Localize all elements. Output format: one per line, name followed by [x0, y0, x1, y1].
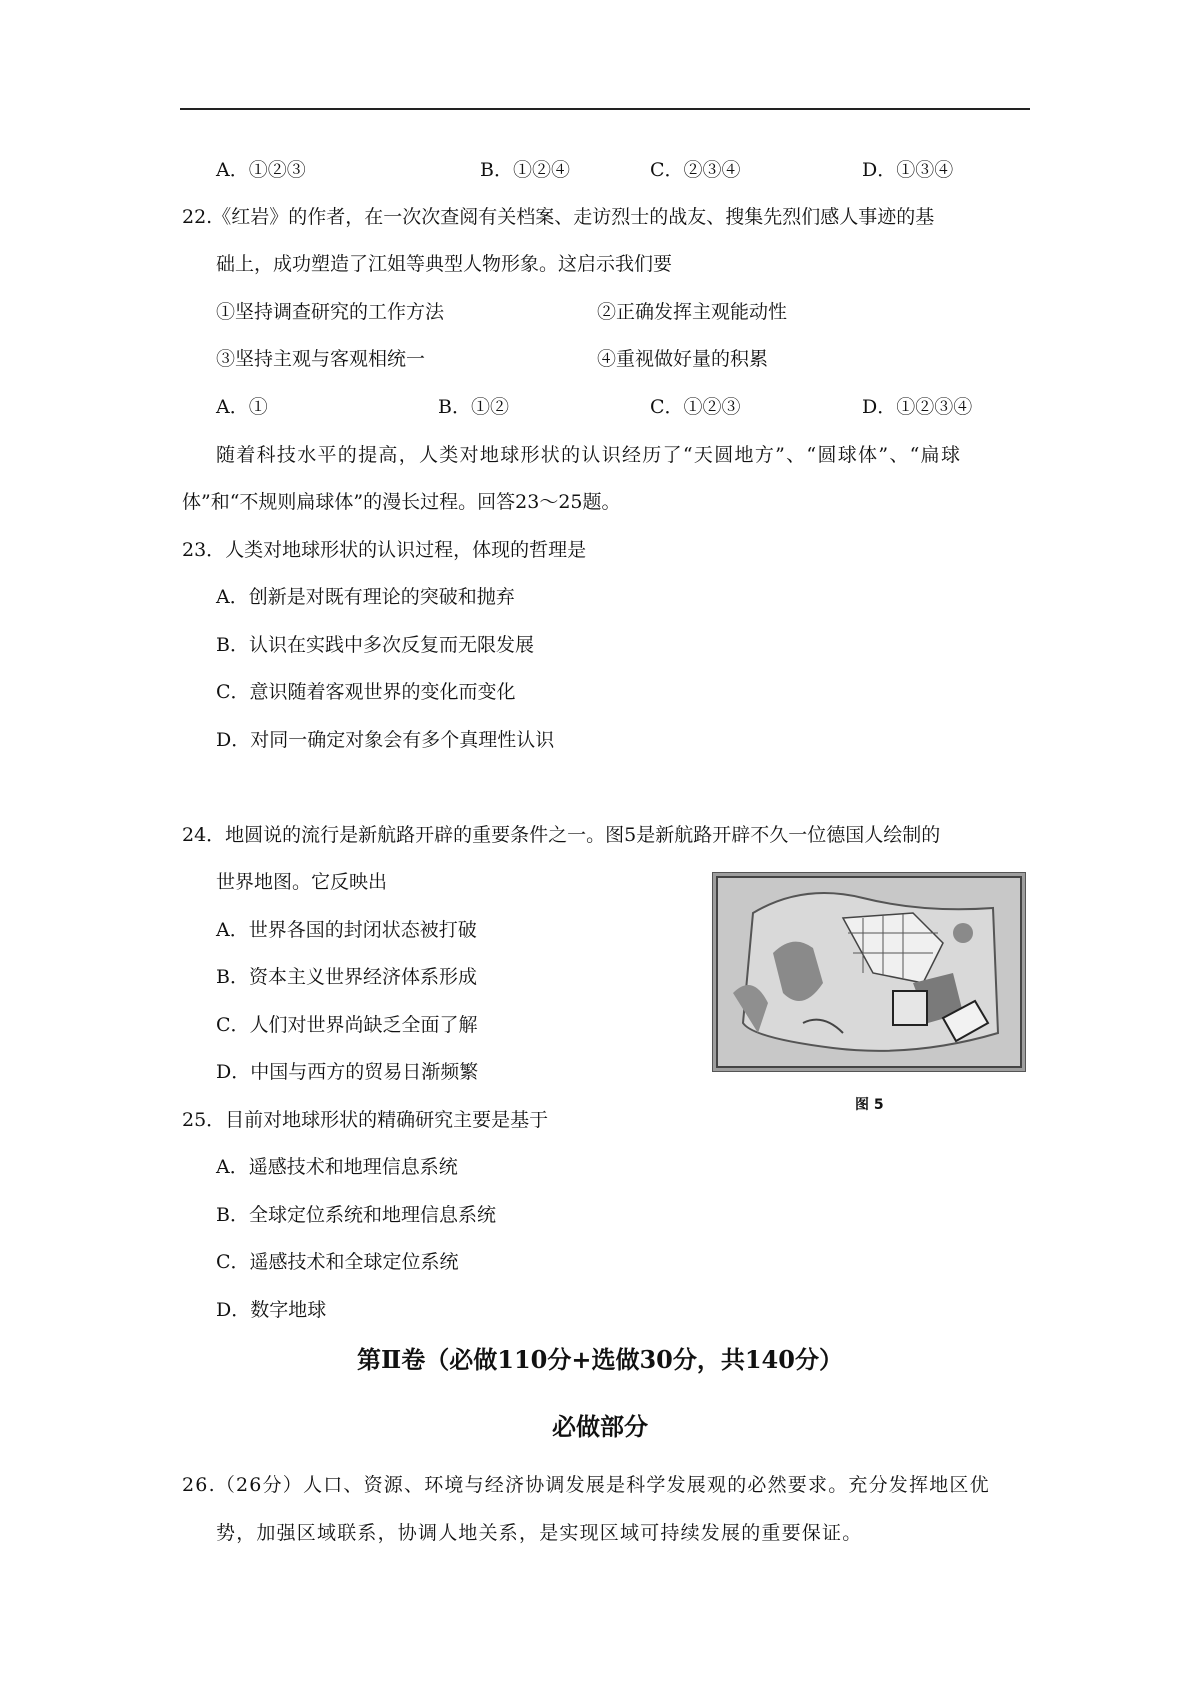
- passage-line1: 随着科技水平的提高，人类对地球形状的认识经历了“天圆地方”、“圆球体”、“扁球: [216, 444, 962, 466]
- q23-stem: 23．人类对地球形状的认识过程，体现的哲理是: [182, 539, 587, 561]
- header-rule: [180, 108, 1030, 110]
- q25-option-c: C．遥感技术和全球定位系统: [216, 1251, 459, 1273]
- q25-option-d: D．数字地球: [216, 1299, 327, 1321]
- q22-stem-line2: 础上，成功塑造了江姐等典型人物形象。这启示我们要: [216, 253, 673, 275]
- q21-option-a: A．①②③: [216, 159, 306, 181]
- q25-option-a: A．遥感技术和地理信息系统: [216, 1156, 458, 1178]
- q22-item-4: ④重视做好量的积累: [597, 348, 769, 370]
- q24-stem-line1: 24．地圆说的流行是新航路开辟的重要条件之一。图5是新航路开辟不久一位德国人绘制的: [182, 824, 941, 846]
- q22-option-a: A．①: [216, 396, 268, 418]
- q24-option-a: A．世界各国的封闭状态被打破: [216, 919, 477, 941]
- q22-item-3: ③坚持主观与客观相统一: [216, 348, 426, 370]
- q24-stem-line2: 世界地图。它反映出: [216, 871, 388, 893]
- q23-option-c: C．意识随着客观世界的变化而变化: [216, 681, 516, 703]
- q22-option-c: C．①②③: [650, 396, 741, 418]
- q22-option-d: D．①②③④: [862, 396, 973, 418]
- q21-option-c: C．②③④: [650, 159, 741, 181]
- q25-option-b: B．全球定位系统和地理信息系统: [216, 1204, 496, 1226]
- passage-line2: 体”和“不规则扁球体”的漫长过程。回答23～25题。: [182, 491, 621, 513]
- figure-caption: 图 5: [855, 1097, 884, 1113]
- q22-option-b: B．①②: [438, 396, 509, 418]
- q21-option-b: B．①②④: [480, 159, 570, 181]
- q23-option-a: A．创新是对既有理论的突破和抛弃: [216, 586, 515, 608]
- q26-stem-line1: 26.（26分）人口、资源、环境与经济协调发展是科学发展观的必然要求。充分发挥地区优: [182, 1474, 990, 1496]
- q22-item-2: ②正确发挥主观能动性: [597, 301, 788, 323]
- section-title: 第Ⅱ卷（必做110分+选做30分，共140分）: [357, 1345, 843, 1374]
- q25-stem: 25．目前对地球形状的精确研究主要是基于: [182, 1109, 549, 1131]
- q24-option-d: D．中国与西方的贸易日渐频繁: [216, 1061, 479, 1083]
- q24-option-c: C．人们对世界尚缺乏全面了解: [216, 1014, 478, 1036]
- q22-stem-line1: 22.《红岩》的作者，在一次次查阅有关档案、走访烈士的战友、搜集先烈们感人事迹的基: [182, 206, 935, 228]
- q21-option-d: D．①③④: [862, 159, 954, 181]
- q23-option-b: B．认识在实践中多次反复而无限发展: [216, 634, 534, 656]
- q23-option-d: D．对同一确定对象会有多个真理性认识: [216, 729, 555, 751]
- q22-item-1: ①坚持调查研究的工作方法: [216, 301, 445, 323]
- world-map-image: [713, 873, 1025, 1071]
- world-map-figure: [712, 872, 1026, 1072]
- q24-option-b: B．资本主义世界经济体系形成: [216, 966, 477, 988]
- section-subtitle: 必做部分: [552, 1412, 648, 1441]
- q26-stem-line2: 势，加强区域联系，协调人地关系，是实现区域可持续发展的重要保证。: [216, 1522, 863, 1544]
